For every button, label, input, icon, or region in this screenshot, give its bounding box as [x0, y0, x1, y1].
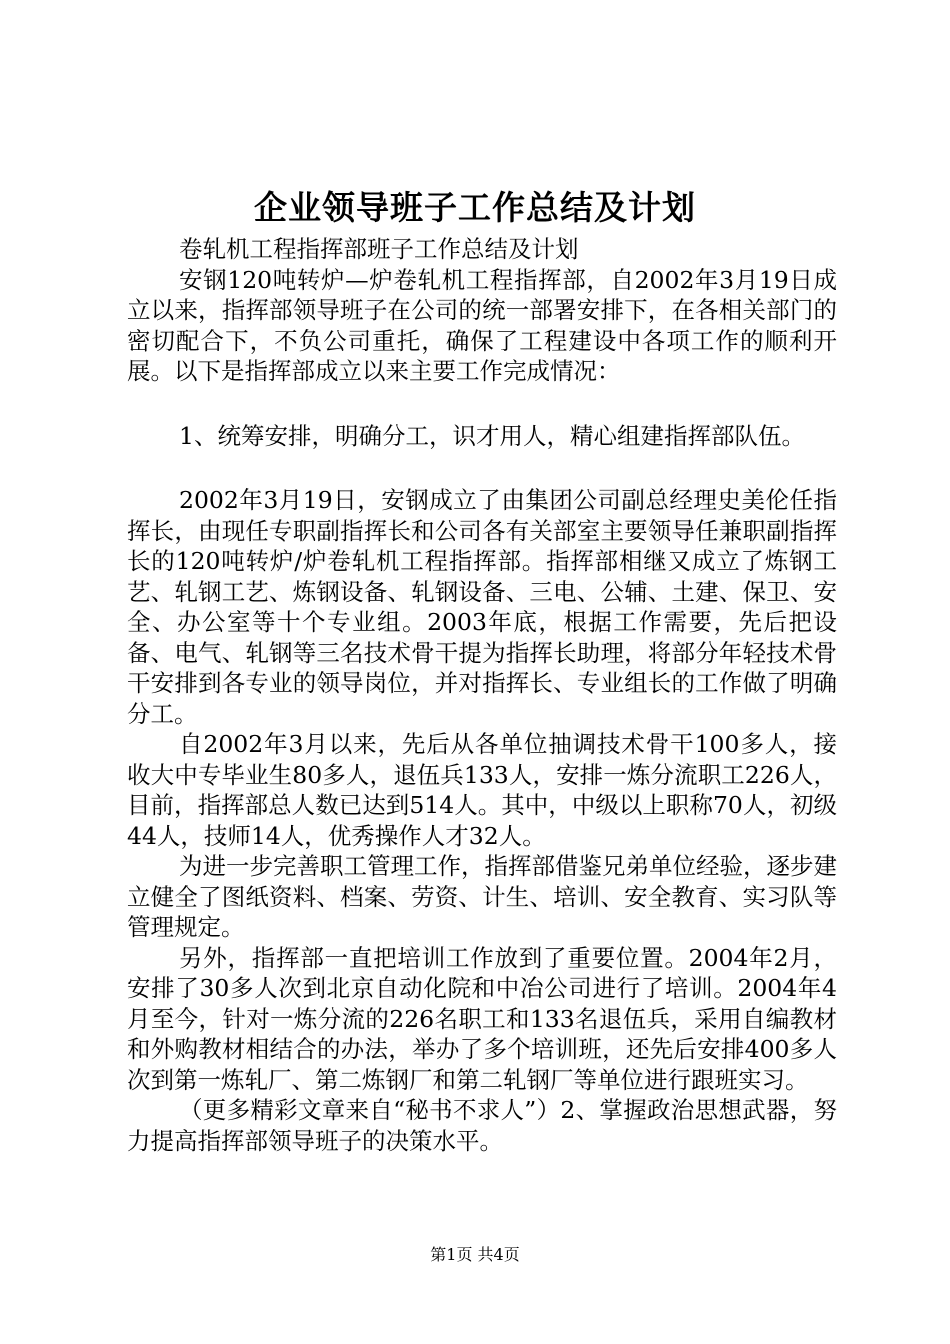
- body-paragraph: 自2002年3月以来，先后从各单位抽调技术骨干100多人，接收大中专毕业生80多人，退伍兵133人，安排一炼分流职工226人，目前，指挥部总人数已达到514人。其中，中级以上职称70人，初级44人，技师14人，优秀操作人才32人。: [127, 730, 837, 850]
- subtitle-paragraph: 卷轧机工程指挥部班子工作总结及计划: [179, 235, 579, 263]
- body-paragraph: 另外，指挥部一直把培训工作放到了重要位置。2004年2月，安排了30多人次到北京自动化院和中冶公司进行了培训。2004年4月至今，针对一炼分流的226名职工和133名退伍兵，采用自编教材和外购教材相结合的办法，举办了多个培训班，还先后安排400多人次到第一炼轧厂、第二炼钢厂和第二轧钢厂等单位进行跟班实习。: [127, 943, 837, 1094]
- section-heading-2: （更多精彩文章来自“秘书不求人”）2、掌握政治思想武器，努力提高指挥部领导班子的决策水平。: [127, 1096, 837, 1155]
- body-paragraph: 为进一步完善职工管理工作，指挥部借鉴兄弟单位经验，逐步建立健全了图纸资料、档案、劳资、计生、培训、安全教育、实习队等管理规定。: [127, 852, 837, 941]
- body-paragraph: 2002年3月19日，安钢成立了由集团公司副总经理史美伦任指挥长，由现任专职副指挥长和公司各有关部室主要领导任兼职副指挥长的120吨转炉/炉卷轧机工程指挥部。指挥部相继又成立了炼钢工艺、轧钢工艺、炼钢设备、轧钢设备、三电、公辅、土建、保卫、安全、办公室等十个专业组。2003年底，根据工作需要，先后把设备、电气、轧钢等三名技术骨干提为指挥长助理，将部分年轻技术骨干安排到各专业的领导岗位，并对指挥长、专业组长的工作做了明确分工。: [127, 486, 837, 728]
- document-title: 企业领导班子工作总结及计划: [254, 188, 696, 227]
- section-heading-1: 1、统筹安排，明确分工，识才用人，精心组建指挥部队伍。: [179, 421, 805, 450]
- page-number-footer: 第1页 共4页: [430, 1245, 520, 1264]
- document-body: [127, 234, 837, 1156]
- intro-paragraph: 安钢120吨转炉—炉卷轧机工程指挥部，自2002年3月19日成立以来，指挥部领导班子在公司的统一部署安排下，在各相关部门的密切配合下，不负公司重托，确保了工程建设中各项工作的顺利开展。以下是指挥部成立以来主要工作完成情况：: [127, 265, 837, 385]
